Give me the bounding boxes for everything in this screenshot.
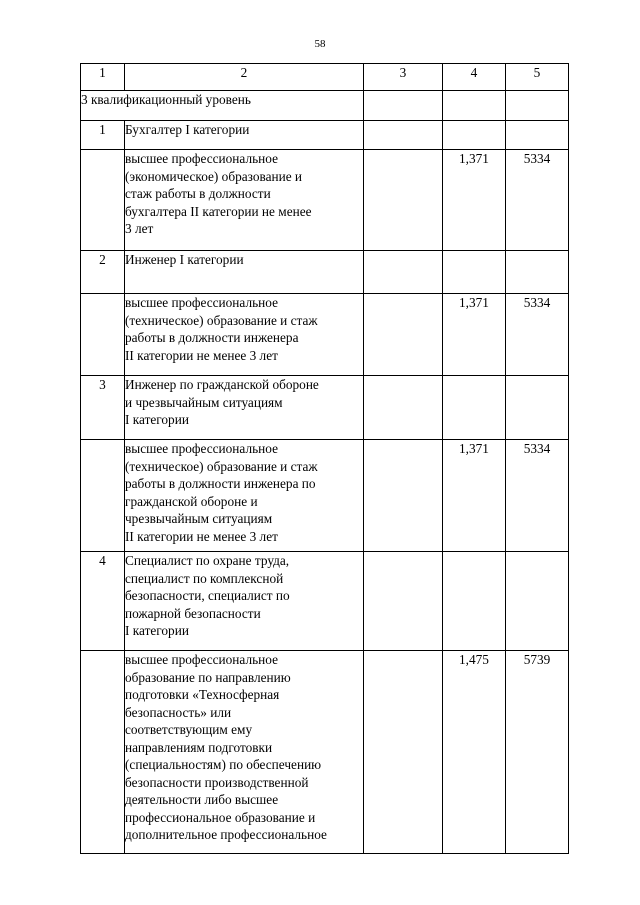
position-title: Инженер I категории (125, 251, 364, 294)
salary-cell (506, 251, 569, 294)
level-title: 3 квалификационный уровень (81, 91, 364, 121)
coefficient-cell (443, 121, 506, 150)
row-number: 3 (81, 376, 125, 440)
table-row (81, 552, 569, 651)
coefficient-cell (443, 552, 506, 651)
table-row (81, 651, 569, 854)
table-row (81, 150, 569, 251)
header-cell: 4 (443, 64, 506, 91)
coefficient-cell: 1,371 (443, 294, 506, 376)
table-header-row (81, 64, 569, 91)
salary-cell: 5334 (506, 440, 569, 552)
col3-cell (364, 150, 443, 251)
header-cell: 1 (81, 64, 125, 91)
coefficient-cell: 1,371 (443, 440, 506, 552)
table-row (81, 294, 569, 376)
table-row (81, 121, 569, 150)
position-title: Бухгалтер I категории (125, 121, 364, 150)
table-row (81, 251, 569, 294)
row-number (81, 294, 125, 376)
row-number: 1 (81, 121, 125, 150)
col3-cell (364, 651, 443, 854)
col3-cell (364, 251, 443, 294)
requirement-text: высшее профессиональное (экономическое) образование и стаж работы в должности бухгалтера II категории не менее 3 лет (125, 150, 364, 251)
row-number (81, 440, 125, 552)
header-cell: 5 (506, 64, 569, 91)
empty-cell (506, 91, 569, 121)
page-number: 58 (314, 38, 326, 50)
salary-cell (506, 376, 569, 440)
header-cell: 3 (364, 64, 443, 91)
salary-cell (506, 121, 569, 150)
position-title: Специалист по охране труда, специалист по комплексной безопасности, специалист по пожарной безопасности I категории (125, 552, 364, 651)
col3-cell (364, 552, 443, 651)
coefficient-cell: 1,475 (443, 651, 506, 854)
empty-cell (443, 91, 506, 121)
requirement-text: высшее профессиональное (техническое) образование и стаж работы в должности инженера по гражданской обороне и чрезвычайным ситуациям II категории не менее 3 лет (125, 440, 364, 552)
position-title: Инженер по гражданской обороне и чрезвычайным ситуациям I категории (125, 376, 364, 440)
table-row (81, 376, 569, 440)
col3-cell (364, 121, 443, 150)
table-row (81, 440, 569, 552)
col3-cell (364, 376, 443, 440)
col3-cell (364, 440, 443, 552)
row-number (81, 150, 125, 251)
salary-cell (506, 552, 569, 651)
requirement-text: высшее профессиональное образование по направлению подготовки «Техносферная безопасность» или соответствующим ему направлениям подготовки (специальностям) по обеспечению безопасности производственной деятельности либо высшее профессиональное образование и дополнительное профессиональное (125, 651, 364, 854)
row-number: 2 (81, 251, 125, 294)
requirement-text: высшее профессиональное (техническое) образование и стаж работы в должности инженера II категории не менее 3 лет (125, 294, 364, 376)
qualification-table (80, 63, 569, 854)
coefficient-cell: 1,371 (443, 150, 506, 251)
row-number (81, 651, 125, 854)
salary-cell: 5334 (506, 294, 569, 376)
coefficient-cell (443, 376, 506, 440)
row-number: 4 (81, 552, 125, 651)
level-row (81, 91, 569, 121)
empty-cell (364, 91, 443, 121)
salary-cell: 5739 (506, 651, 569, 854)
salary-cell: 5334 (506, 150, 569, 251)
col3-cell (364, 294, 443, 376)
coefficient-cell (443, 251, 506, 294)
header-cell: 2 (125, 64, 364, 91)
